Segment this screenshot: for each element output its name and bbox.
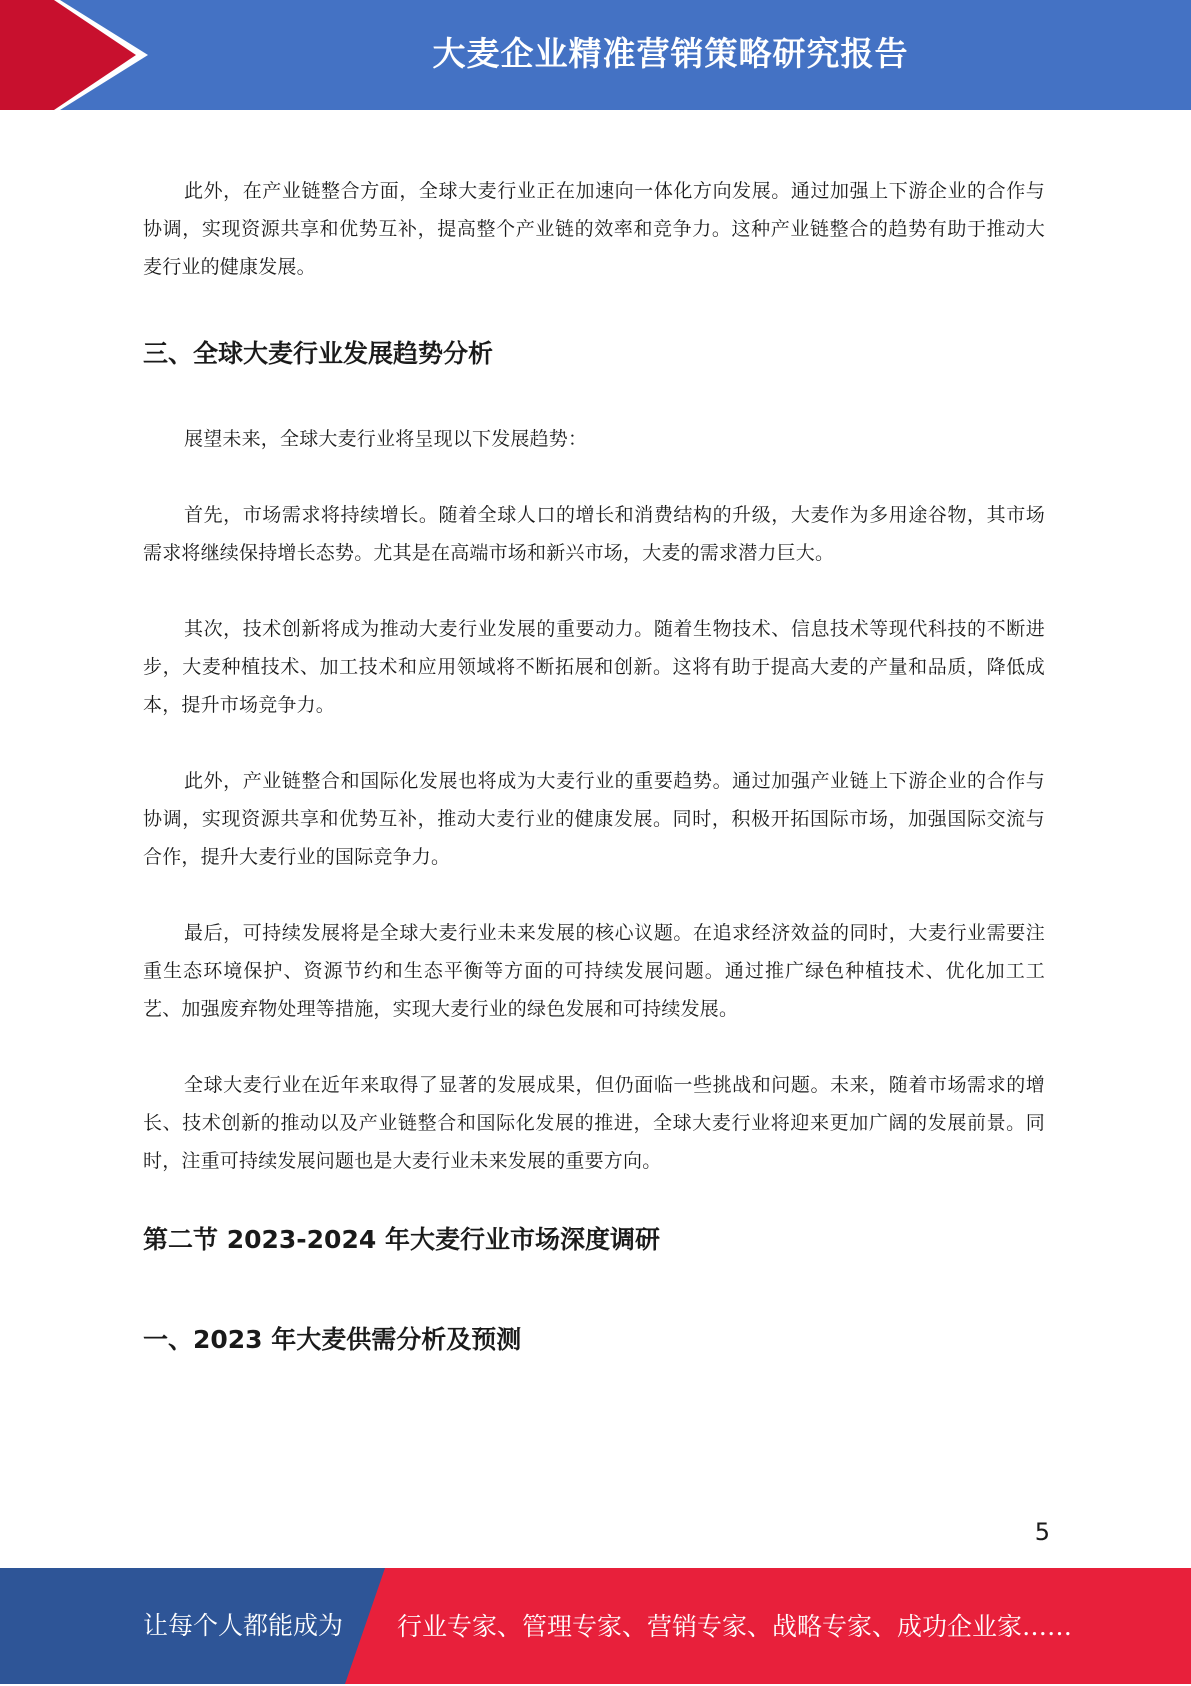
section-heading-market-research: 第二节 2023-2024 年大麦行业市场深度调研 xyxy=(143,1225,660,1254)
trend-paragraph-sustainability: 最后，可持续发展将是全球大麦行业未来发展的核心议题。在追求经济效益的同时，大麦行业需要注重生态环境保护、资源节约和生态平衡等方面的可持续发展问题。通过推广绿色种植技术、优化加工工艺、加强废弃物处理等措施，实现大麦行业的绿色发展和可持续发展。 xyxy=(143,922,1045,1020)
report-title: 大麦企业精准营销策略研究报告 xyxy=(432,34,909,73)
summary-paragraph: 全球大麦行业在近年来取得了显著的发展成果，但仍面临一些挑战和问题。未来，随着市场需求的增长、技术创新的推动以及产业链整合和国际化发展的推进，全球大麦行业将迎来更加广阔的发展前景。同时，注重可持续发展问题也是大麦行业未来发展的重要方向。 xyxy=(143,1074,1045,1172)
trend-paragraph-technology: 其次，技术创新将成为推动大麦行业发展的重要动力。随着生物技术、信息技术等现代科技的不断进步，大麦种植技术、加工技术和应用领域将不断拓展和创新。这将有助于提高大麦的产量和品质，降低成本，提升市场竞争力。 xyxy=(143,618,1045,716)
footer-slogan-left: 让每个人都能成为 xyxy=(143,1611,344,1640)
page-number: 5 xyxy=(1034,1518,1050,1546)
intro-paragraph: 此外，在产业链整合方面，全球大麦行业正在加速向一体化方向发展。通过加强上下游企业的合作与协调，实现资源共享和优势互补，提高整个产业链的效率和竞争力。这种产业链整合的趋势有助于推动大麦行业的健康发展。 xyxy=(143,180,1045,278)
document-body xyxy=(143,172,1045,1360)
page-footer xyxy=(0,1568,1191,1684)
footer-slogan-right: 行业专家、管理专家、营销专家、战略专家、成功企业家…… xyxy=(397,1612,1073,1641)
trend-intro-paragraph: 展望未来，全球大麦行业将呈现以下发展趋势： xyxy=(184,428,588,450)
section-heading-trends: 三、全球大麦行业发展趋势分析 xyxy=(143,339,494,368)
trend-paragraph-integration: 此外，产业链整合和国际化发展也将成为大麦行业的重要趋势。通过加强产业链上下游企业的合作与协调，实现资源共享和优势互补，推动大麦行业的健康发展。同时，积极开拓国际市场，加强国际交流与合作，提升大麦行业的国际竞争力。 xyxy=(143,770,1045,868)
page-header xyxy=(0,0,1191,110)
subsection-heading-supply-demand: 一、2023 年大麦供需分析及预测 xyxy=(143,1325,522,1354)
trend-paragraph-demand: 首先，市场需求将持续增长。随着全球人口的增长和消费结构的升级，大麦作为多用途谷物，其市场需求将继续保持增长态势。尤其是在高端市场和新兴市场，大麦的需求潜力巨大。 xyxy=(143,504,1045,564)
